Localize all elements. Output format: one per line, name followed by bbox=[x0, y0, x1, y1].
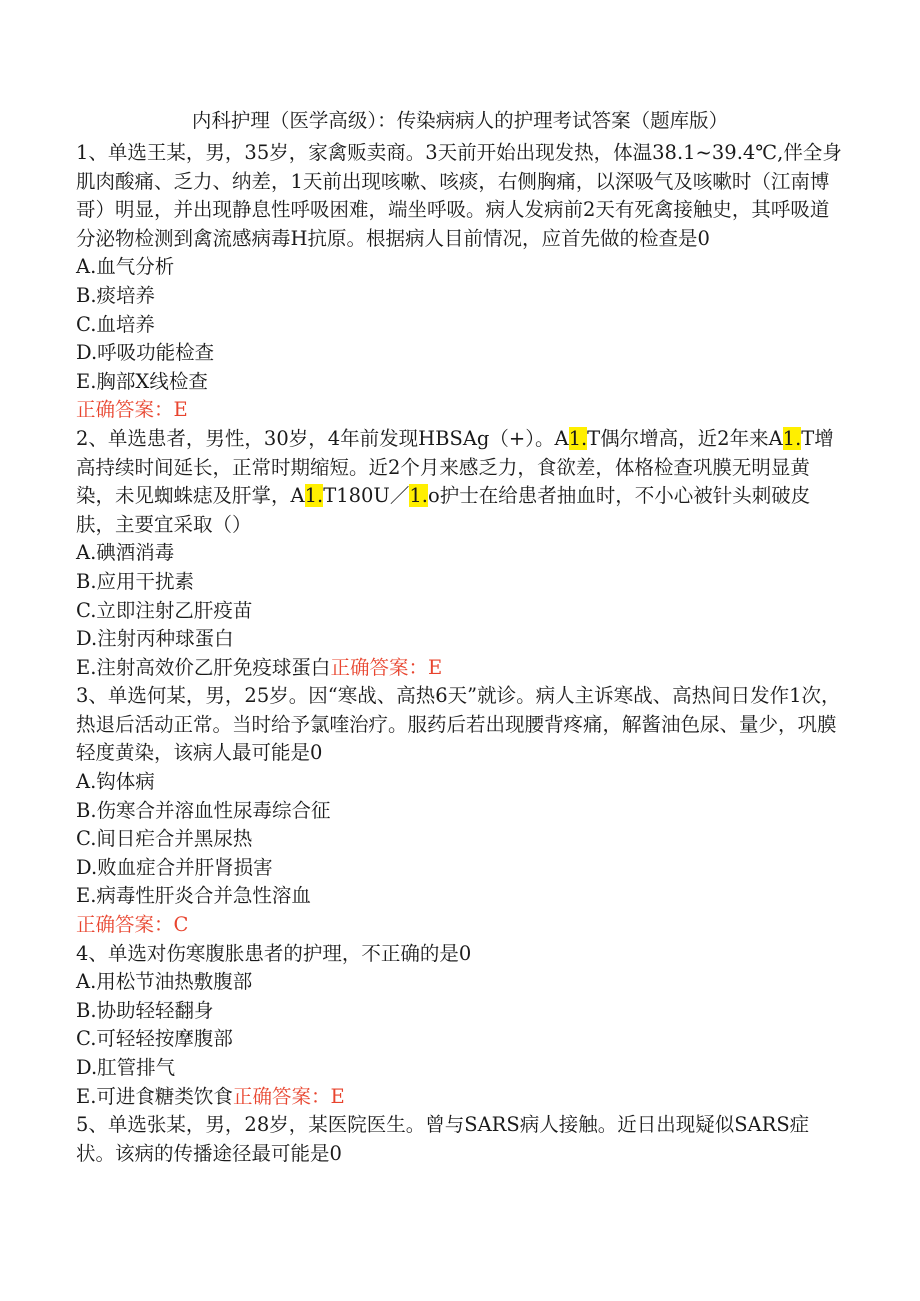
question-1 bbox=[76, 139, 846, 425]
correct-answer: 正确答案：E bbox=[330, 655, 443, 679]
option-c: C.可轻轻按摩腹部 bbox=[76, 1027, 233, 1051]
option-d: D.肛管排气 bbox=[76, 1056, 176, 1079]
option-c: C.血培养 bbox=[76, 312, 155, 336]
stem-text: T180U／ bbox=[323, 484, 410, 508]
option-d: D.注射丙种球蛋白 bbox=[76, 627, 234, 651]
stem-text: 2、单选患者，男性，30岁，4年前发现HBSAg（+）。A bbox=[76, 426, 569, 450]
document-title: 内科护理（医学高级）：传染病病人的护理考试答案（题库版） bbox=[191, 109, 729, 132]
question-2 bbox=[76, 425, 846, 682]
option-b: B.应用干扰素 bbox=[76, 569, 195, 593]
option-a: A.用松节油热敷腹部 bbox=[76, 970, 253, 994]
option-c: C.立即注射乙肝疫苗 bbox=[76, 598, 253, 622]
option-e: E.病毒性肝炎合并急性溶血 bbox=[76, 884, 311, 908]
question-list bbox=[76, 139, 846, 1168]
question-stem: 1、单选王某，男，35岁，家禽贩卖商。3天前开始出现发热，体温38.1~39.4℃,伴全身肌肉酸痛、乏力、纳差，1天前出现咳嗽、咳痰，右侧胸痛，以深吸气及咳嗽时（江南博哥）明显，并出现静息性呼吸困难，端坐呼吸。病人发病前2天有死禽接触史，其呼吸道分泌物检测到禽流感病毒H抗原。根据病人目前情况，应首先做的检查是0 bbox=[76, 141, 842, 250]
question-stem: 5、单选张某，男，28岁，某医院医生。曾与SARS病人接触。近日出现疑似SARS症状。该病的传播途径最可能是0 bbox=[76, 1113, 810, 1165]
highlighted-text: 1. bbox=[782, 426, 802, 450]
question-3 bbox=[76, 682, 846, 939]
option-e: E.注射高效价乙肝免疫球蛋白 bbox=[76, 655, 331, 679]
option-e: E.可进食糖类饮食 bbox=[76, 1084, 233, 1108]
option-b: B.痰培养 bbox=[76, 283, 156, 307]
question-stem: 3、单选何某，男，25岁。因“寒战、高热6天”就诊。病人主诉寒战、高热间日发作1次，热退后活动正常。当时给予氯喹治疗。服药后若出现腰背疼痛，解酱油色尿、量少，巩膜轻度黄染，该病人最可能是0 bbox=[76, 684, 841, 765]
question-5 bbox=[76, 1111, 846, 1168]
option-d: D.呼吸功能检查 bbox=[76, 341, 215, 365]
highlighted-text: 1. bbox=[568, 426, 588, 450]
option-a: A.钩体病 bbox=[76, 770, 155, 794]
option-b: B.伤寒合并溶血性尿毒综合征 bbox=[76, 798, 331, 822]
highlighted-text: 1. bbox=[304, 484, 324, 508]
option-b: B.协助轻轻翻身 bbox=[76, 998, 214, 1022]
question-stem bbox=[76, 425, 846, 539]
question-stem: 4、单选对伤寒腹胀患者的护理，不正确的是0 bbox=[76, 941, 472, 965]
question-4 bbox=[76, 940, 846, 1112]
highlighted-text: 1. bbox=[409, 484, 428, 508]
correct-answer: 正确答案：C bbox=[76, 913, 189, 937]
correct-answer: 正确答案：E bbox=[76, 398, 188, 422]
option-a: A.血气分析 bbox=[76, 255, 175, 279]
option-d: D.败血症合并肝肾损害 bbox=[76, 855, 273, 879]
stem-text: T偶尔增高，近2年来A bbox=[587, 426, 783, 450]
option-c: C.间日疟合并黑尿热 bbox=[76, 827, 253, 851]
stem-text: o护士在给患者抽血时，不小心被针头刺破皮肤，主要宜采取（） bbox=[76, 484, 811, 536]
correct-answer: 正确答案：E bbox=[232, 1084, 345, 1108]
option-e: E.胸部X线检查 bbox=[76, 369, 208, 393]
option-e-with-answer bbox=[76, 654, 846, 683]
stem-text: T增高持续时间延长，正常时期缩短。近2个月来感乏力，食欲差，体格检查巩膜无明显黄染，未见蜘蛛痣及肝掌，A bbox=[76, 426, 834, 508]
option-e-with-answer bbox=[76, 1083, 846, 1112]
option-a: A.碘酒消毒 bbox=[76, 541, 175, 565]
